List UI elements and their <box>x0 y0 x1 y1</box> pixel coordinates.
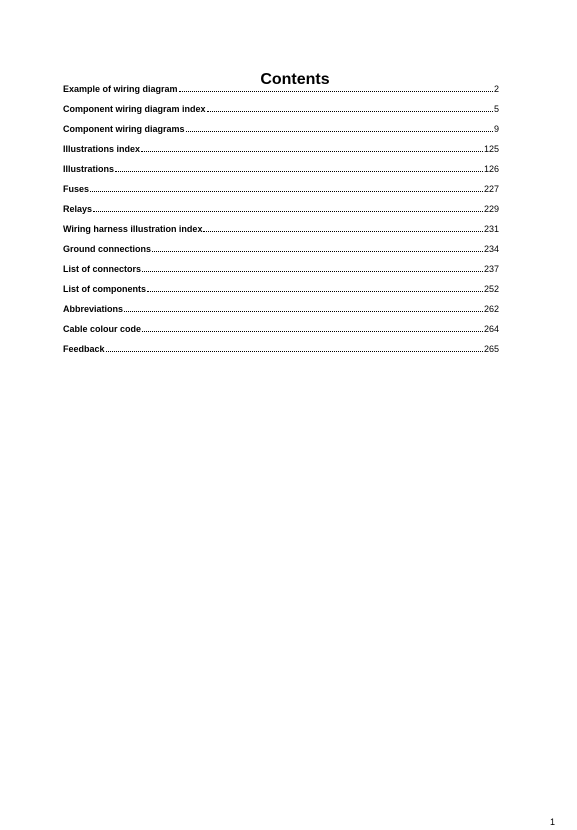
toc-entry[interactable] <box>63 203 499 223</box>
toc-entry[interactable] <box>63 103 499 123</box>
toc-entry[interactable] <box>63 83 499 103</box>
toc-entry-label[interactable]: List of components <box>63 284 146 294</box>
dot-leader <box>93 210 483 212</box>
dot-leader <box>203 230 483 232</box>
page-title: Contents <box>260 70 330 88</box>
toc-entry-label[interactable]: Example of wiring diagram <box>63 84 178 94</box>
toc-entry[interactable] <box>63 143 499 163</box>
toc-entry-label[interactable]: Wiring harness illustration index <box>63 224 203 234</box>
toc-entry[interactable] <box>63 223 499 243</box>
toc-entry-label[interactable]: Component wiring diagram index <box>63 104 206 114</box>
dot-leader <box>186 130 493 132</box>
toc-entry-page[interactable]: 237 <box>483 264 499 274</box>
toc-entry[interactable] <box>63 123 499 143</box>
toc-entry-label[interactable]: Feedback <box>63 344 105 354</box>
toc-entry[interactable] <box>63 163 499 183</box>
dot-leader <box>207 110 493 112</box>
toc-entry-page[interactable]: 231 <box>483 224 499 234</box>
toc-entry-label[interactable]: Abbreviations <box>63 304 124 314</box>
toc-entry-label[interactable]: List of connectors <box>63 264 142 274</box>
toc-entry-label[interactable]: Illustrations index <box>63 144 141 154</box>
toc-entry-page[interactable]: 2 <box>493 84 499 94</box>
toc-entry-page[interactable]: 264 <box>483 324 499 334</box>
dot-leader <box>106 350 483 352</box>
toc-entry-page[interactable]: 265 <box>483 344 499 354</box>
dot-leader <box>124 310 483 312</box>
toc-entry-label[interactable]: Cable colour code <box>63 324 142 334</box>
toc-entry[interactable] <box>63 323 499 343</box>
toc-entry-page[interactable]: 9 <box>493 124 499 134</box>
toc-entry-page[interactable]: 252 <box>483 284 499 294</box>
toc-entry-label[interactable]: Illustrations <box>63 164 115 174</box>
dot-leader <box>179 90 493 92</box>
dot-leader <box>142 270 483 272</box>
dot-leader <box>142 330 483 332</box>
table-of-contents <box>63 83 499 363</box>
toc-entry[interactable] <box>63 243 499 263</box>
toc-entry[interactable] <box>63 303 499 323</box>
toc-entry[interactable] <box>63 183 499 203</box>
toc-entry-page[interactable]: 229 <box>483 204 499 214</box>
toc-entry-label[interactable]: Ground connections <box>63 244 152 254</box>
page-number: 1 <box>550 817 556 827</box>
toc-entry-page[interactable]: 5 <box>493 104 499 114</box>
toc-entry-page[interactable]: 126 <box>483 164 499 174</box>
toc-entry-page[interactable]: 262 <box>483 304 499 314</box>
toc-entry-label[interactable]: Relays <box>63 204 93 214</box>
dot-leader <box>147 290 483 292</box>
dot-leader <box>115 170 483 172</box>
toc-entry[interactable] <box>63 283 499 303</box>
toc-entry-page[interactable]: 234 <box>483 244 499 254</box>
toc-entry-label[interactable]: Component wiring diagrams <box>63 124 185 134</box>
toc-entry-page[interactable]: 125 <box>483 144 499 154</box>
toc-entry[interactable] <box>63 343 499 363</box>
dot-leader <box>90 190 483 192</box>
dot-leader <box>152 250 483 252</box>
toc-entry-label[interactable]: Fuses <box>63 184 90 194</box>
toc-entry[interactable] <box>63 263 499 283</box>
dot-leader <box>141 150 483 152</box>
toc-entry-page[interactable]: 227 <box>483 184 499 194</box>
